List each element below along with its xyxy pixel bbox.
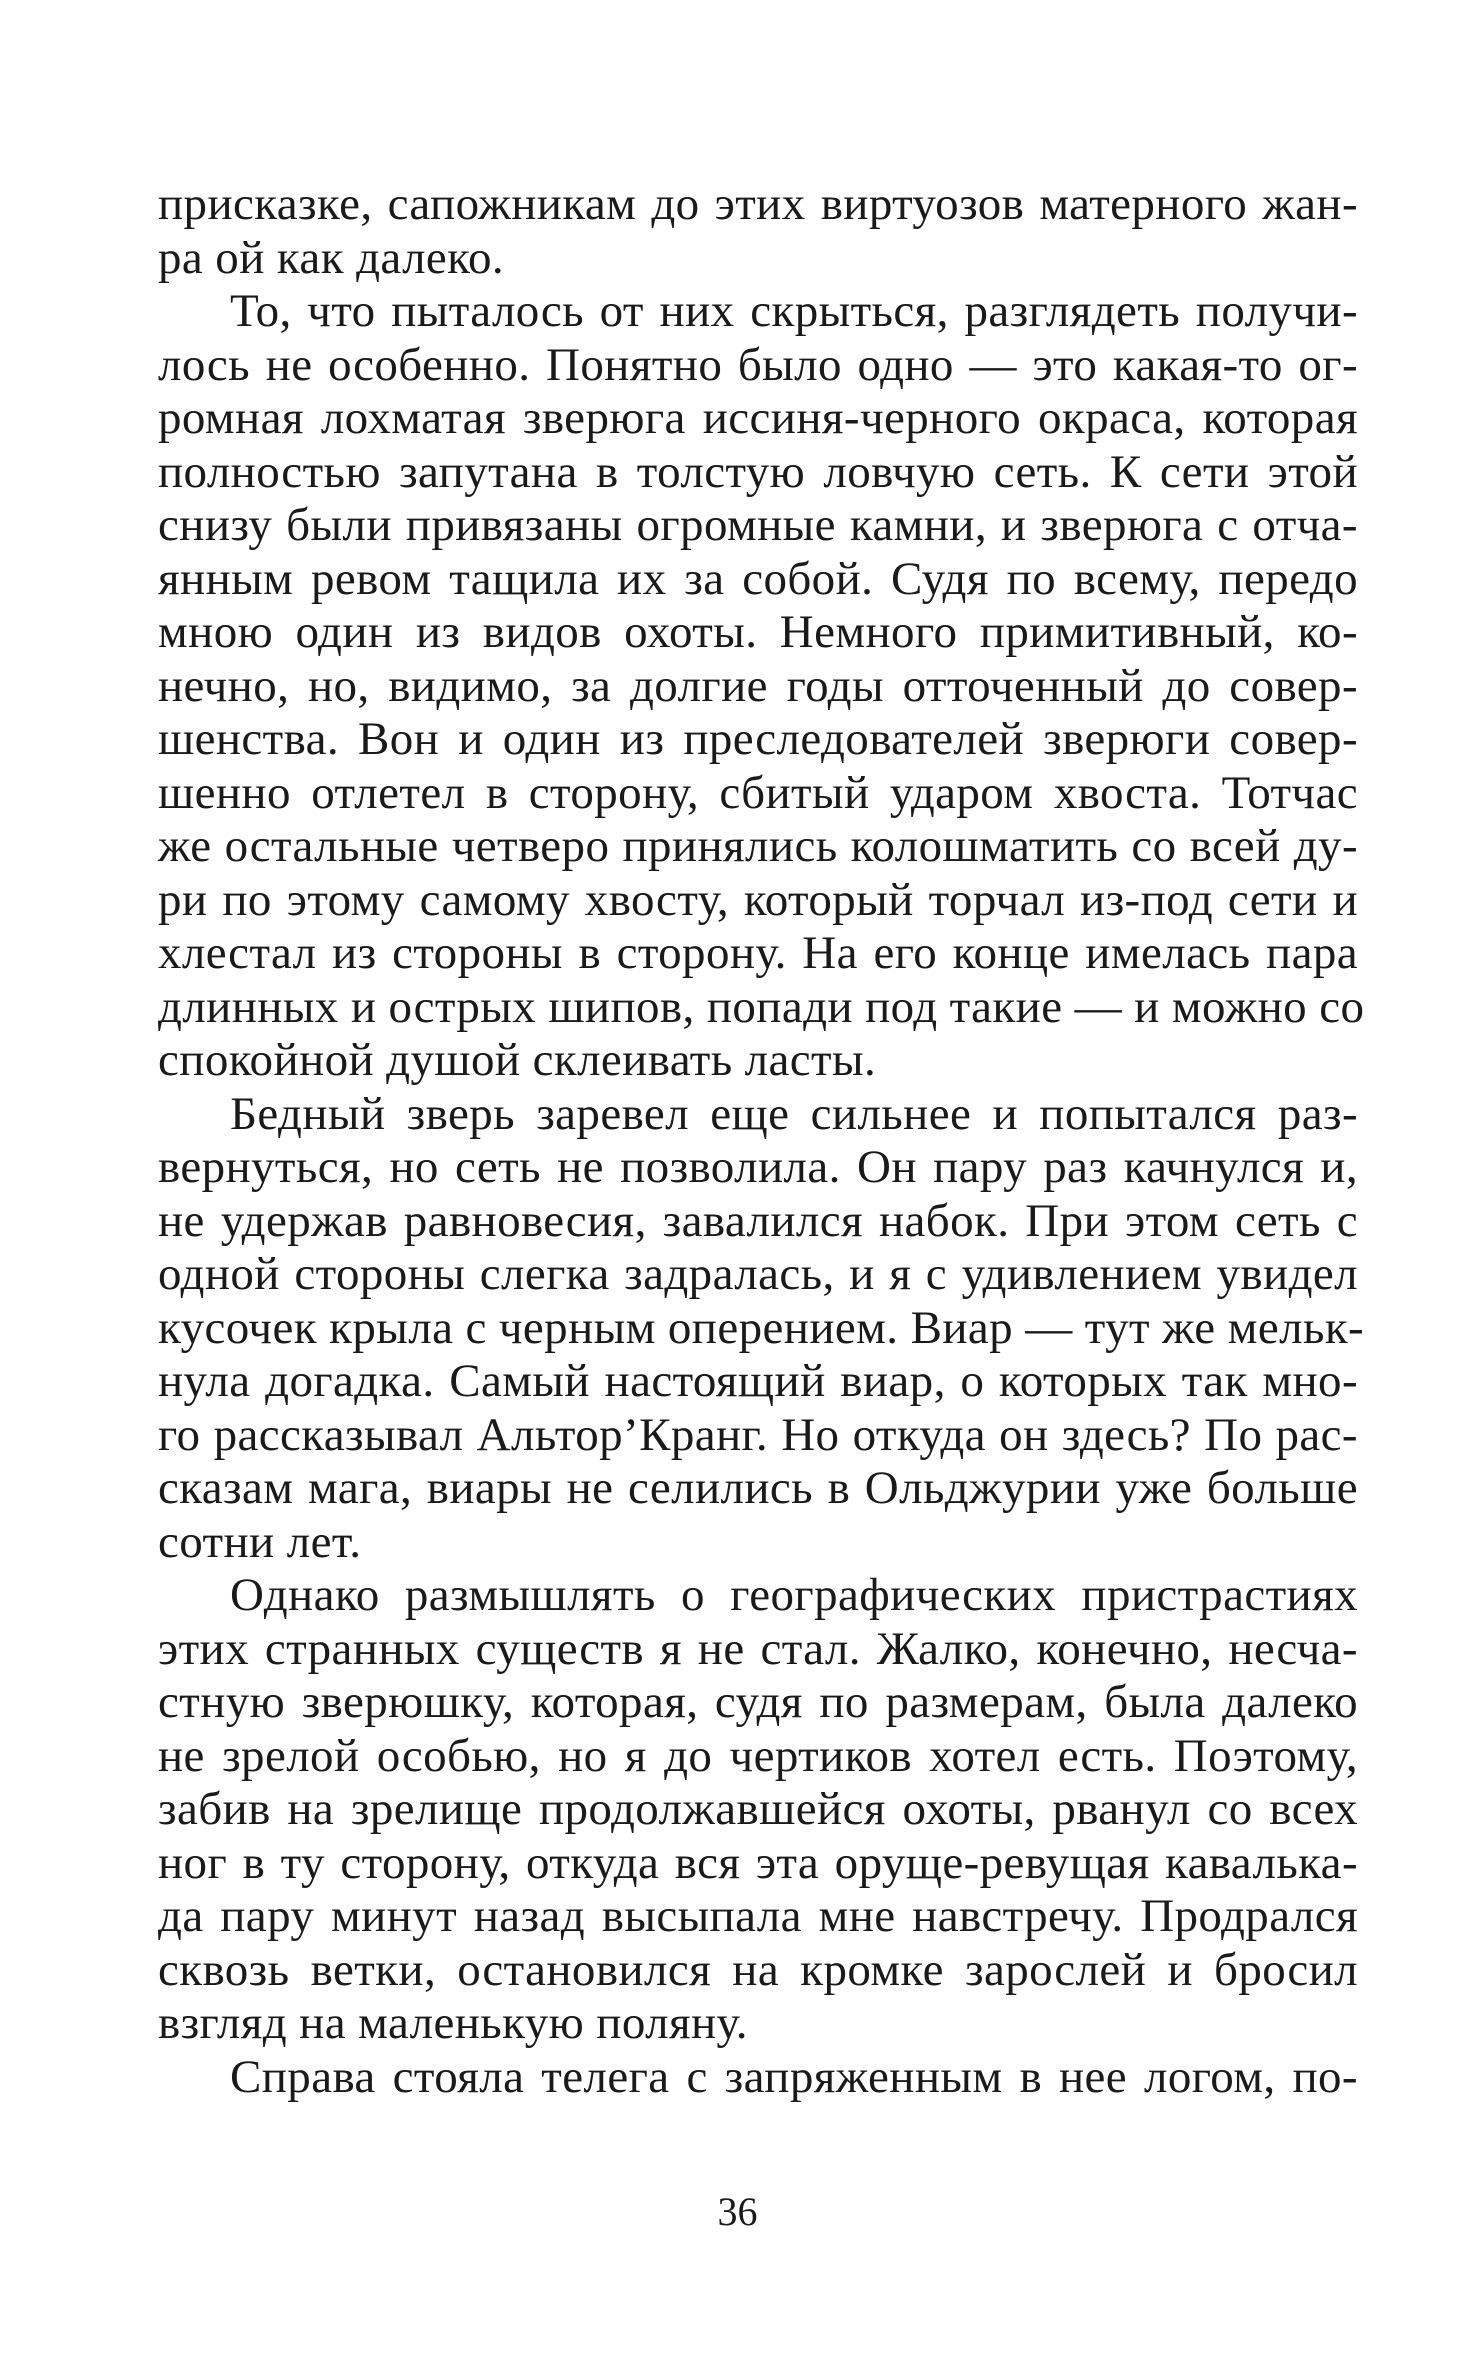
text-line: одной стороны слегка задралась, и я с удивлением увидел: [158, 1248, 1358, 1300]
text-line: присказке, сапожникам до этих виртуозов матерного жан-: [158, 178, 1358, 230]
text-line: ра ой как далеко.: [158, 231, 505, 284]
page-number: 36: [717, 2189, 758, 2234]
text-line: длинных и острых шипов, попади под такие — и можно со: [158, 980, 1365, 1033]
text-line: сказам мага, виары не селились в Ольджурии уже больше: [158, 1462, 1358, 1514]
text-line: То, что пыталось от них скрыться, разглядеть получи-: [230, 285, 1358, 337]
text-line: сотни лет.: [158, 1515, 362, 1568]
text-line: Справа стояла телега с запряженным в нее логом, по-: [230, 2050, 1358, 2103]
text-line: не зрелой особью, но я до чертиков хотел есть. Поэтому,: [158, 1729, 1358, 1782]
text-line: же остальные четверо принялись колошматить со всей ду-: [158, 820, 1358, 872]
page-text: [158, 178, 1365, 2104]
text-line: хлестал из стороны в сторону. На его конце имелась пара: [158, 927, 1358, 979]
text-line: шенства. Вон и один из преследователей зверюги совер-: [158, 713, 1358, 765]
text-line: не удержав равновесия, завалился набок. При этом сеть с: [158, 1194, 1358, 1247]
text-line: спокойной душой склеивать ласты.: [158, 1034, 877, 1086]
text-line: нечно, но, видимо, за долгие годы отточенный до совер-: [158, 659, 1358, 712]
text-line: ромная лохматая зверюга иссиня-черного окраса, которая: [158, 392, 1358, 444]
text-line: шенно отлетел в сторону, сбитый ударом хвоста. Тотчас: [158, 766, 1358, 819]
text-line: янным ревом тащила их за собой. Судя по всему, передо: [158, 552, 1358, 605]
text-line: ног в ту сторону, откуда вся эта оруще-ревущая кавалька-: [158, 1836, 1358, 1889]
text-line: нула догадка. Самый настоящий виар, о которых так мно-: [158, 1355, 1358, 1407]
text-line: вернуться, но сеть не позволила. Он пару раз качнулся и,: [158, 1141, 1358, 1193]
text-line: лось не особенно. Понятно было одно — это какая-то ог-: [158, 338, 1358, 391]
text-line: сквозь ветки, остановился на кромке зарослей и бросил: [158, 1943, 1358, 1996]
text-line: ри по этому самому хвосту, который торчал из-под сети и: [158, 873, 1358, 926]
text-line: го рассказывал Альтор’Кранг. Но откуда он здесь? По рас-: [158, 1408, 1358, 1461]
text-line: Однако размышлять о географических пристрастиях: [230, 1569, 1358, 1621]
text-line: стную зверюшку, которая, судя по размерам, была далеко: [158, 1676, 1358, 1728]
text-line: мною один из видов охоты. Немного примитивный, ко-: [158, 606, 1358, 658]
text-line: взгляд на маленькую поляну.: [158, 1997, 748, 2049]
text-line: полностью запутана в толстую ловчую сеть. К сети этой: [158, 445, 1358, 498]
text-line: забив на зрелище продолжавшейся охоты, рванул со всех: [158, 1783, 1358, 1835]
text-line: да пару минут назад высыпала мне навстречу. Продрался: [158, 1890, 1358, 1942]
text-line: Бедный зверь заревел еще сильнее и попытался раз-: [230, 1087, 1358, 1140]
text-line: снизу были привязаны огромные камни, и зверюга с отча-: [158, 499, 1358, 551]
text-line: этих странных существ я не стал. Жалко, конечно, несча-: [158, 1622, 1358, 1675]
text-line: кусочек крыла с черным оперением. Виар — тут же мельк-: [158, 1301, 1365, 1354]
